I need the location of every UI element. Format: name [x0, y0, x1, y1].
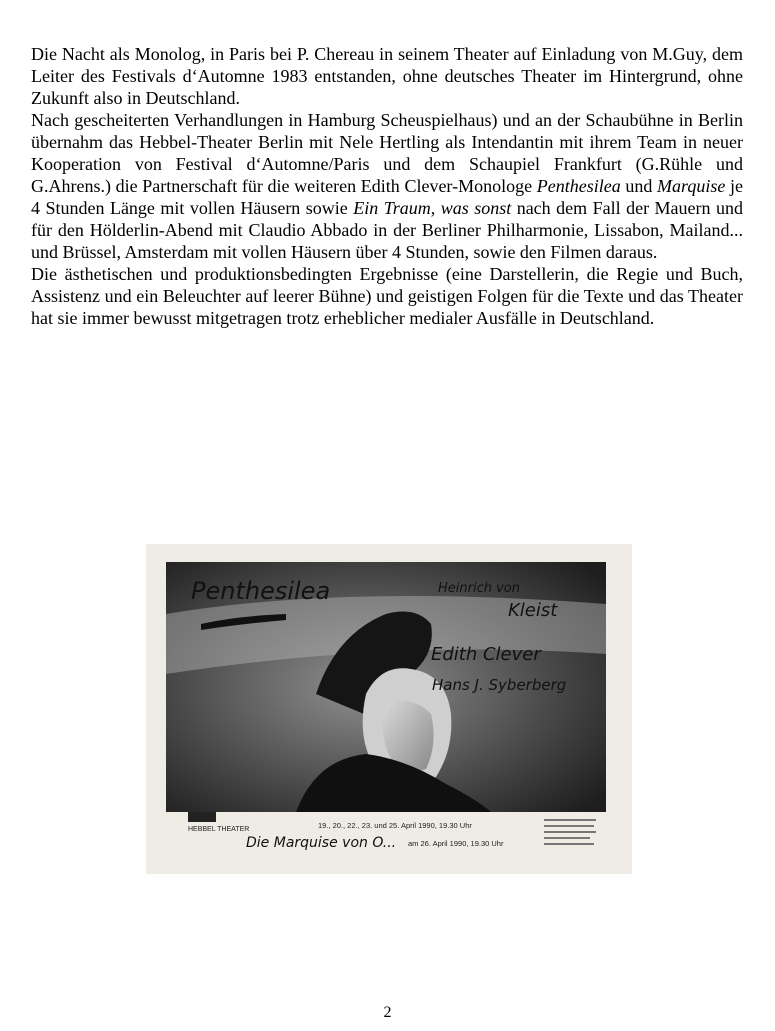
- poster-second-title: Die Marquise von O...: [246, 835, 397, 851]
- text-run: Die ästhetischen und produktionsbedingten Ergebnisse (eine Darstellerin, die Regie und Buch, Assistenz und ein Beleuchter auf leerer Bühne) und geistigen Folgen für die Texte und das Theater hat sie immer bewusst mitgetragen trotz erheblicher medialer Ausfälle in Deutschland.: [31, 264, 743, 328]
- poster-author-line-1: Heinrich von: [438, 581, 520, 596]
- poster-image: [146, 544, 632, 874]
- italic-title: Penthesilea: [536, 176, 621, 196]
- logo-text: HEBBEL THEATER: [188, 826, 250, 833]
- text-run: je 4 Stunden Länge mit vollen Häusern sowie: [31, 176, 743, 218]
- poster-photo: [146, 544, 632, 874]
- poster-actor: Edith Clever: [431, 644, 541, 665]
- poster-dates-1: 19., 20., 22., 23. und 25. April 1990, 19.30 Uhr: [318, 821, 472, 830]
- text-run: und: [620, 176, 658, 196]
- italic-title: Marquise: [657, 176, 726, 196]
- page-number: 2: [383, 1004, 392, 1021]
- poster-director: Hans J. Syberberg: [432, 676, 567, 694]
- text-run: Die Nacht als Monolog, in Paris bei P. Chereau in seinem Theater auf Einladung von M.Guy, dem Leiter des Festivals d‘Automne 1983 entstanden, ohne deutsches Theater im Hintergrund, ohne Zukunft also in Deutschland.: [31, 44, 743, 108]
- text-run: Nach gescheiterten Verhandlungen in Hamburg Scheuspielhaus) und an der Schaubühne in Berlin übernahm das Hebbel-Theater Berlin mit Nele Hertling als Intendantin mit ihrem Team in neuer Kooperation von Festival d‘Automne/Paris und dem Schaupiel Frankfurt (G.Rühle und G.Ahrens.) die Partnerschaft für die weiteren Edith Clever-Monologe: [31, 110, 743, 196]
- poster-dates-2: am 26. April 1990, 19.30 Uhr: [408, 839, 504, 848]
- body-text: [31, 43, 743, 329]
- paragraph: [31, 109, 743, 263]
- italic-title: Ein Traum, was sonst: [353, 198, 512, 218]
- paragraph: [31, 263, 743, 329]
- text-run: nach dem Fall der Mauern und für den Hölderlin-Abend mit Claudio Abbado in der Berliner Philharmonie, Lissabon, Mailand... und Brüssel, Amsterdam mit vollen Häusern über 4 Stunden, sowie den Filmen daraus.: [31, 198, 743, 262]
- poster-author-line-2: Kleist: [508, 600, 558, 621]
- poster-title: Penthesilea: [191, 577, 331, 605]
- paragraph: [31, 43, 743, 109]
- logo-block-icon: [188, 812, 216, 822]
